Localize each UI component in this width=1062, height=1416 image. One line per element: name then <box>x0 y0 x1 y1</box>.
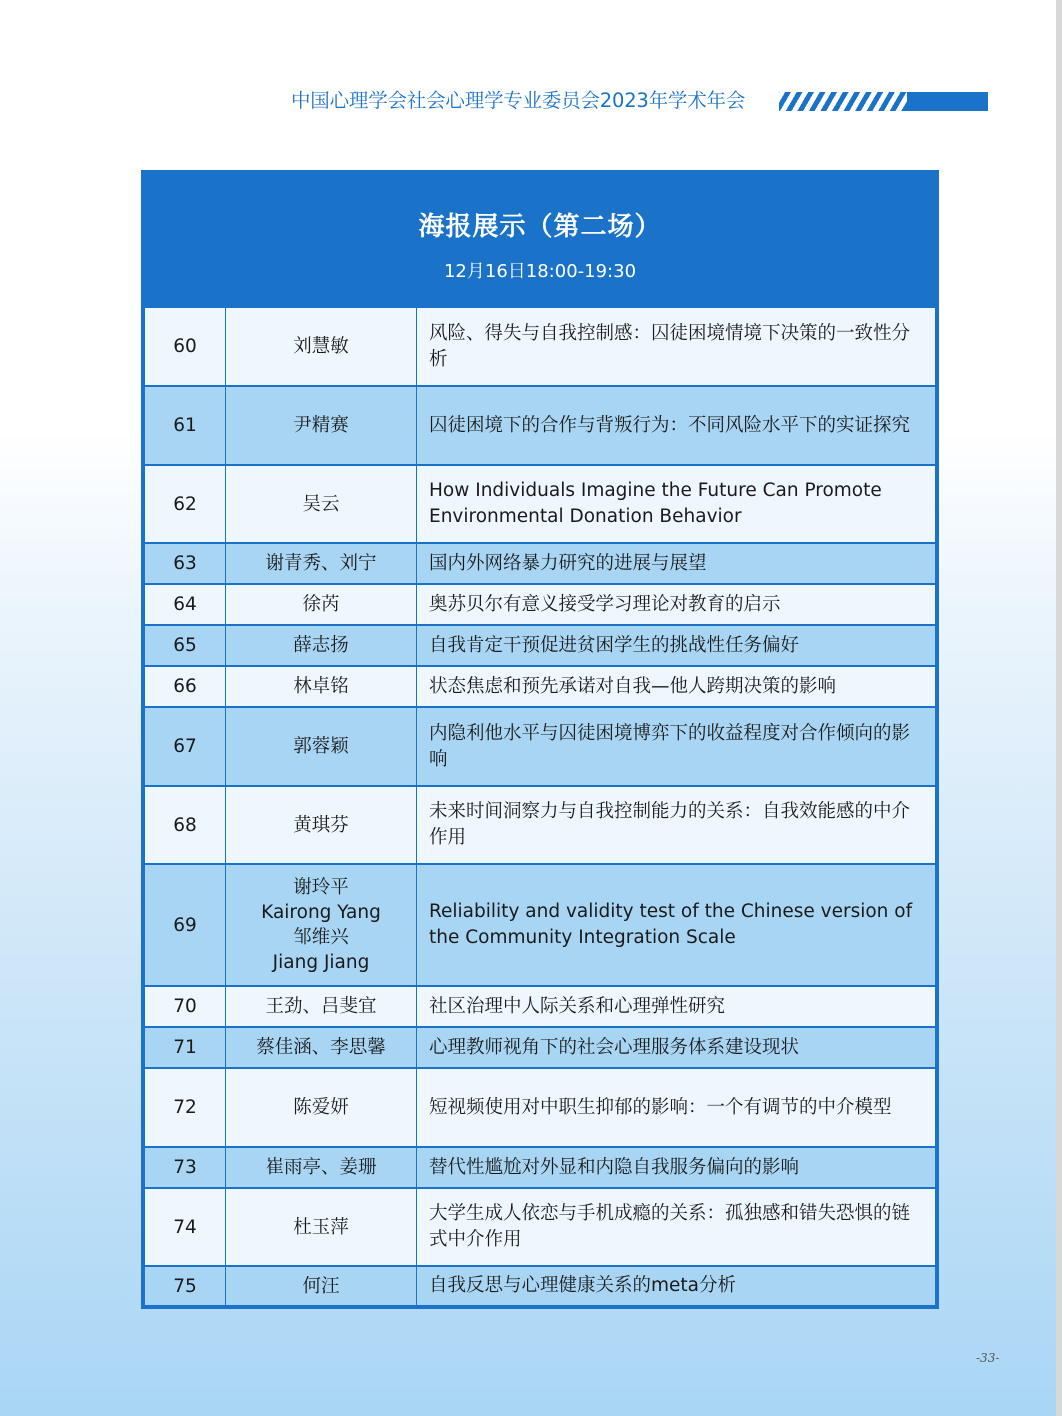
presenter-name: 谢青秀、刘宁 <box>265 553 377 574</box>
header-stripe-decoration <box>779 92 907 111</box>
table-row <box>145 987 935 1026</box>
presenter-name: 吴云 <box>302 493 340 515</box>
poster-number: 64 <box>145 585 226 624</box>
poster-number: 63 <box>145 544 226 583</box>
poster-number: 60 <box>145 308 226 385</box>
conference-title: 中国心理学会社会心理学专业委员会2023年学术年会 <box>291 89 746 112</box>
table-header <box>141 170 939 308</box>
poster-schedule-table <box>141 170 939 1309</box>
presenter-name: 林卓铭 <box>293 676 349 697</box>
poster-title: 状态焦虑和预先承诺对自我—他人跨期决策的影响 <box>429 675 837 697</box>
presenter-name: 蔡佳涵、李思馨 <box>256 1037 386 1058</box>
presenter-name: Kairong Yang <box>261 902 381 923</box>
table-row <box>145 708 935 785</box>
presenter-name: 崔雨亭、姜珊 <box>265 1157 377 1178</box>
table-row <box>145 387 935 464</box>
presenter-name: 何汪 <box>302 1275 340 1297</box>
presenter-names <box>226 466 417 542</box>
poster-title: 社区治理中人际关系和心理弹性研究 <box>429 995 726 1017</box>
presenter-names <box>226 787 417 863</box>
presenter-names <box>226 544 417 583</box>
table-row <box>145 865 935 985</box>
presenter-names <box>226 667 417 706</box>
presenter-name: Jiang Jiang <box>272 952 370 973</box>
poster-number: 65 <box>145 626 226 665</box>
poster-number: 68 <box>145 787 226 863</box>
page-edge <box>1056 0 1062 1416</box>
table-row <box>145 544 935 583</box>
presenter-name: 郭蓉颖 <box>293 736 349 757</box>
table-row <box>145 1267 935 1305</box>
table-row <box>145 466 935 542</box>
poster-title: Reliability and validity test of the Chinese version of the Community Integration Scale <box>429 901 913 948</box>
presenter-names <box>226 865 417 985</box>
poster-title: 内隐利他水平与囚徒困境博弈下的收益程度对合作倾向的影响 <box>429 722 911 770</box>
table-row <box>145 1189 935 1265</box>
table-row <box>145 1069 935 1146</box>
poster-title: 心理教师视角下的社会心理服务体系建设现状 <box>429 1036 800 1058</box>
presenter-names <box>226 1028 417 1067</box>
table-row <box>145 1148 935 1187</box>
poster-title: 奥苏贝尔有意义接受学习理论对教育的启示 <box>429 593 781 615</box>
poster-title: 短视频使用对中职生抑郁的影响：一个有调节的中介模型 <box>429 1096 892 1118</box>
presenter-name: 刘慧敏 <box>293 336 349 357</box>
poster-title: 自我肯定干预促进贫困学生的挑战性任务偏好 <box>429 634 800 656</box>
table-body <box>145 308 935 1305</box>
poster-number: 67 <box>145 708 226 785</box>
table-row <box>145 667 935 706</box>
presenter-names <box>226 387 417 464</box>
presenter-name: 黄琪芬 <box>293 814 349 836</box>
presenter-name: 徐芮 <box>302 594 340 615</box>
poster-number: 71 <box>145 1028 226 1067</box>
poster-title: 替代性尴尬对外显和内隐自我服务偏向的影响 <box>429 1156 800 1178</box>
presenter-names <box>226 1267 417 1305</box>
presenter-names <box>226 708 417 785</box>
poster-title: 未来时间洞察力与自我控制能力的关系：自我效能感的中介作用 <box>429 801 911 848</box>
page-number: -33- <box>976 1351 1000 1365</box>
presenter-name: 薛志扬 <box>293 635 349 656</box>
table-row <box>145 787 935 863</box>
section-time: 12月16日18:00-19:30 <box>443 261 637 282</box>
table-row <box>145 585 935 624</box>
poster-number: 72 <box>145 1069 226 1146</box>
poster-title: 自我反思与心理健康关系的meta分析 <box>429 1275 736 1296</box>
poster-title: 大学生成人依恋与手机成瘾的关系：孤独感和错失恐惧的链式中介作用 <box>429 1203 911 1250</box>
poster-title: How Individuals Imagine the Future Can Promote Environmental Donation Behavior <box>429 480 882 527</box>
poster-number: 73 <box>145 1148 226 1187</box>
poster-title: 国内外网络暴力研究的进展与展望 <box>429 552 707 574</box>
presenter-names <box>226 1148 417 1187</box>
poster-number: 62 <box>145 466 226 542</box>
presenter-names <box>226 987 417 1026</box>
presenter-name: 邹维兴 <box>293 927 349 948</box>
presenter-name: 王劲、吕斐宜 <box>265 996 377 1017</box>
header-bar-decoration <box>907 92 988 111</box>
table-row <box>145 626 935 665</box>
presenter-names <box>226 308 417 385</box>
poster-number: 66 <box>145 667 226 706</box>
presenter-name: 陈爱妍 <box>293 1097 349 1118</box>
table-row <box>145 308 935 385</box>
presenter-names <box>226 585 417 624</box>
poster-number: 70 <box>145 987 226 1026</box>
poster-number: 74 <box>145 1189 226 1265</box>
poster-title: 风险、得失与自我控制感：囚徒困境情境下决策的一致性分析 <box>429 322 911 370</box>
section-title: 海报展示（第二场） <box>418 212 662 242</box>
presenter-names <box>226 1069 417 1146</box>
presenter-name: 谢玲平 <box>293 877 349 898</box>
poster-number: 69 <box>145 865 226 985</box>
presenter-name: 杜玉萍 <box>293 1216 349 1238</box>
presenter-names <box>226 626 417 665</box>
poster-number: 61 <box>145 387 226 464</box>
poster-title: 囚徒困境下的合作与背叛行为：不同风险水平下的实证探究 <box>429 414 911 436</box>
poster-number: 75 <box>145 1267 226 1305</box>
presenter-name: 尹精赛 <box>293 415 349 436</box>
table-row <box>145 1028 935 1067</box>
presenter-names <box>226 1189 417 1265</box>
